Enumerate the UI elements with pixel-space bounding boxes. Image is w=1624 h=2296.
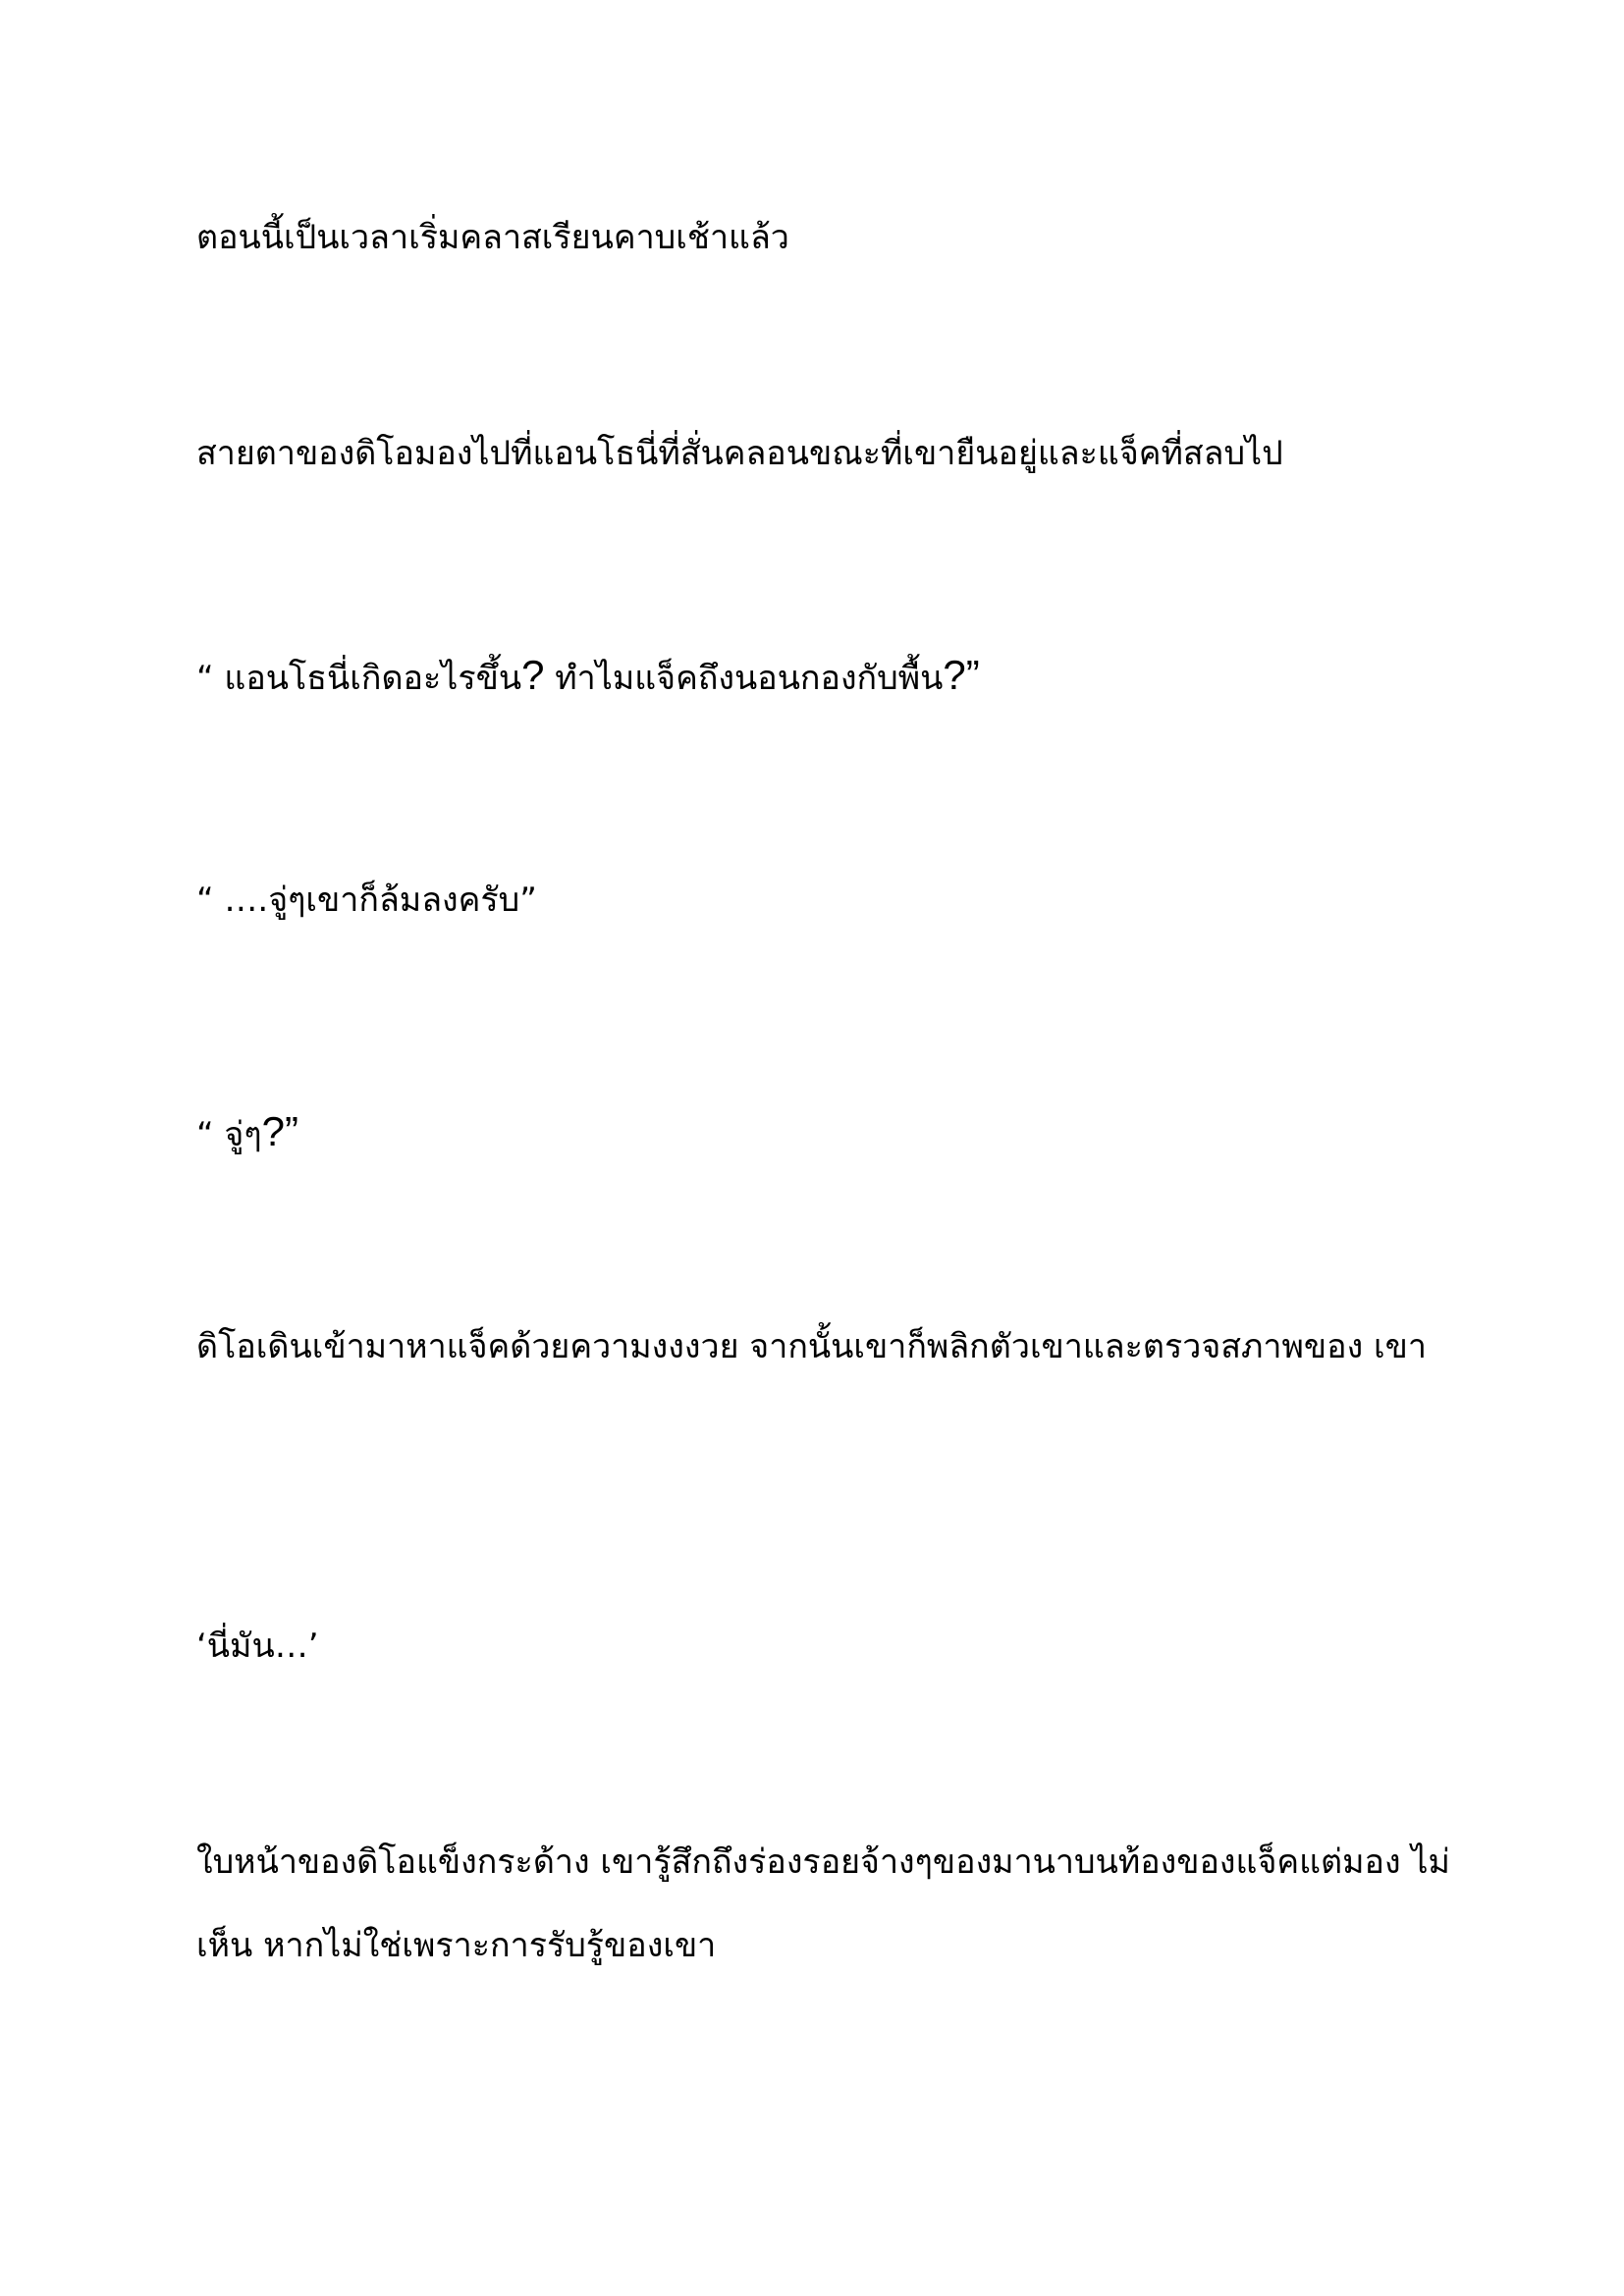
paragraph-1: ตอนนี้เป็นเวลาเริ่มคลาสเรียนคาบเช้าแล้ว	[196, 218, 789, 257]
dialogue-text: “ แอนโธนี่เกิดอะไรขึ้น	[196, 659, 522, 698]
paragraph-6: ดิโอเดินเข้ามาหาแจ็คด้วยความงงงวย จากนั้นเขาก็พลิกตัวเขาและตรวจสภาพของ เขา	[196, 1327, 1427, 1366]
paragraph-2: สายตาของดิโอมองไปที่แอนโธนี่ที่สั่นคลอนขณะที่เขายืนอยู่และแจ็คที่สลบไป	[196, 434, 1283, 473]
paragraph-7-thought: ‘นี่มัน…’	[196, 1627, 319, 1666]
paragraph-5-dialogue	[196, 1090, 1453, 1177]
question-mark: ?”	[943, 652, 980, 698]
question-mark: ?	[521, 652, 545, 698]
paragraph-4-dialogue: “ ….จู่ๆเขาก็ล้มลงครับ”	[196, 881, 537, 920]
dialogue-text: “ จู่ๆ	[196, 1115, 262, 1154]
paragraph-8: ใบหน้าของดิโอแข็งกระด้าง เขารู้สึกถึงร่องรอยจ้างๆของมานาบนท้องของแจ็คแต่มอง ไม่เห็น หากไม่ใช่เพราะการรับรู้ของเขา	[196, 1842, 1450, 1965]
paragraph-3-dialogue	[196, 633, 1453, 721]
question-mark: ?”	[261, 1108, 298, 1154]
dialogue-text: ทำไมแจ็คถึงนอนกองกับพื้น	[544, 659, 944, 698]
